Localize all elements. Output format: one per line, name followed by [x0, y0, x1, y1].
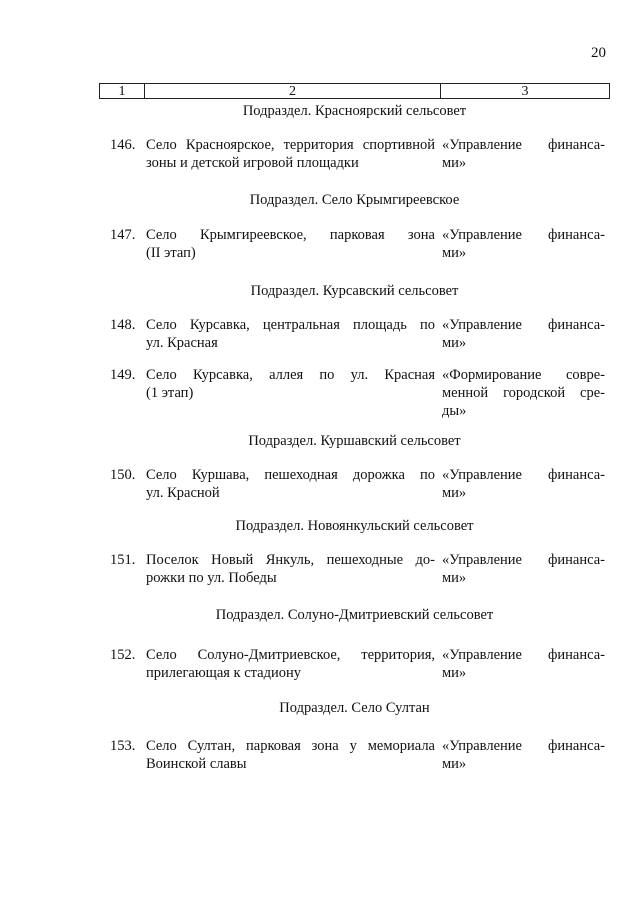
- entry-number: 149.: [110, 367, 136, 383]
- description-line: Село Султан, парковая зона у мемориала: [146, 738, 435, 754]
- subsection-heading: Подраздел. Село Султан: [279, 700, 430, 716]
- description-line: ул. Красная: [146, 335, 218, 351]
- program-line: менной городской сре-: [442, 385, 605, 401]
- description-line: Село Солуно-Дмитриевское, территория,: [146, 647, 435, 663]
- subsection-heading: Подраздел. Солуно-Дмитриевский сельсовет: [215, 607, 494, 623]
- entry-program: [442, 737, 605, 773]
- entry-description: [146, 316, 435, 352]
- description-line: Село Крымгиреевское, парковая зона: [146, 227, 435, 243]
- subsection-heading: Подраздел. Красноярский сельсовет: [242, 103, 467, 119]
- entry-number: 148.: [110, 317, 136, 333]
- subsection-heading: Подраздел. Курсавский сельсовет: [250, 283, 459, 299]
- program-line: «Управление финанса-: [442, 647, 605, 663]
- entry-description: [146, 646, 435, 682]
- entry-description: [146, 366, 435, 402]
- description-line: Воинской славы: [146, 756, 247, 772]
- program-line: ми»: [442, 665, 467, 681]
- description-line: Поселок Новый Янкуль, пешеходные до-: [146, 552, 435, 568]
- program-line: ми»: [442, 335, 467, 351]
- entry-program: [442, 466, 605, 502]
- description-line: (II этап): [146, 245, 196, 261]
- description-line: Село Куршава, пешеходная дорожка по: [146, 467, 435, 483]
- column-header-3: 3: [521, 84, 529, 99]
- subsection-heading: Подраздел. Новоянкульский сельсовет: [235, 518, 474, 534]
- program-line: ми»: [442, 756, 467, 772]
- program-line: ми»: [442, 155, 467, 171]
- program-line: «Формирование совре-: [442, 367, 605, 383]
- table-header-row: [99, 83, 610, 99]
- column-header-1: 1: [100, 84, 145, 98]
- entry-description: [146, 136, 435, 172]
- description-line: рожки по ул. Победы: [146, 570, 277, 586]
- description-line: зоны и детской игровой площадки: [146, 155, 359, 171]
- program-line: ми»: [442, 245, 467, 261]
- program-line: «Управление финанса-: [442, 467, 605, 483]
- entry-program: [442, 646, 605, 682]
- program-line: «Управление финанса-: [442, 137, 605, 153]
- entry-number: 153.: [110, 738, 136, 754]
- entry-description: [146, 466, 435, 502]
- page-number: 20: [591, 45, 606, 61]
- program-line: «Управление финанса-: [442, 552, 605, 568]
- entry-description: [146, 551, 435, 587]
- entry-program: [442, 366, 605, 420]
- column-header-2: 2: [145, 84, 441, 98]
- program-line: «Управление финанса-: [442, 227, 605, 243]
- description-line: Село Курсавка, центральная площадь по: [146, 317, 435, 333]
- description-line: Село Красноярское, территория спортивной: [146, 137, 435, 153]
- entry-program: [442, 226, 605, 262]
- subsection-heading: Подраздел. Село Крымгиреевское: [249, 192, 460, 208]
- entry-number: 152.: [110, 647, 136, 663]
- entry-program: [442, 136, 605, 172]
- entry-description: [146, 737, 435, 773]
- entry-description: [146, 226, 435, 262]
- entry-number: 147.: [110, 227, 136, 243]
- entry-program: [442, 316, 605, 352]
- program-line: ды»: [442, 403, 467, 419]
- description-line: прилегающая к стадиону: [146, 665, 302, 681]
- subsection-heading: Подраздел. Куршавский сельсовет: [248, 433, 461, 449]
- entry-program: [442, 551, 605, 587]
- description-line: Село Курсавка, аллея по ул. Красная: [146, 367, 435, 383]
- program-line: «Управление финанса-: [442, 317, 605, 333]
- program-line: «Управление финанса-: [442, 738, 605, 754]
- entry-number: 150.: [110, 467, 136, 483]
- entry-number: 151.: [110, 552, 136, 568]
- entry-number: 146.: [110, 137, 136, 153]
- program-line: ми»: [442, 570, 467, 586]
- program-line: ми»: [442, 485, 467, 501]
- description-line: ул. Красной: [146, 485, 220, 501]
- description-line: (1 этап): [146, 385, 194, 401]
